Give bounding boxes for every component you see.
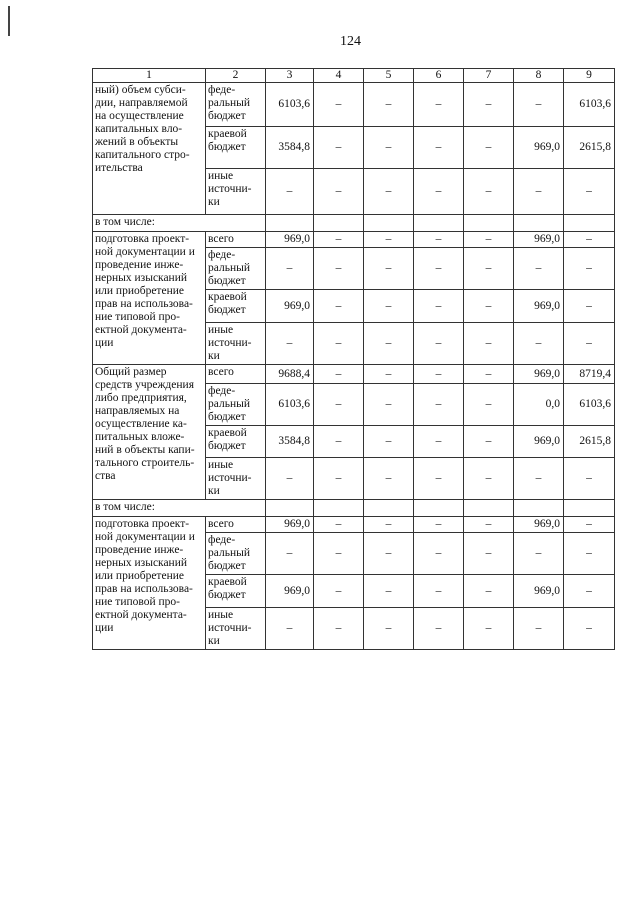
value-cell: – <box>414 365 464 384</box>
value-cell: 969,0 <box>514 127 564 169</box>
value-cell: – <box>464 458 514 500</box>
separator-label: в том числе: <box>93 500 266 517</box>
table-row <box>93 232 615 248</box>
value-cell: – <box>464 290 514 323</box>
value-cell: – <box>314 533 364 575</box>
value-cell: – <box>514 83 564 127</box>
funding-source: краевой бюджет <box>206 127 266 169</box>
value-cell: – <box>314 169 364 215</box>
value-cell: 969,0 <box>514 426 564 458</box>
value-cell: 0,0 <box>514 384 564 426</box>
table-row <box>93 365 615 384</box>
value-cell: – <box>464 127 514 169</box>
value-cell: – <box>564 458 615 500</box>
value-cell: – <box>364 575 414 608</box>
value-cell: – <box>414 169 464 215</box>
value-cell: 3584,8 <box>266 426 314 458</box>
value-cell: 2615,8 <box>564 127 615 169</box>
value-cell: – <box>464 384 514 426</box>
value-cell: 969,0 <box>266 575 314 608</box>
value-cell: – <box>414 232 464 248</box>
value-cell: – <box>364 384 414 426</box>
value-cell: – <box>414 517 464 533</box>
value-cell: – <box>414 575 464 608</box>
value-cell: 969,0 <box>514 575 564 608</box>
value-cell: – <box>364 323 414 365</box>
value-cell: 969,0 <box>266 517 314 533</box>
empty-cell <box>266 215 314 232</box>
value-cell: – <box>514 323 564 365</box>
value-cell: – <box>564 323 615 365</box>
value-cell: – <box>464 426 514 458</box>
separator-row <box>93 215 615 232</box>
value-cell: 2615,8 <box>564 426 615 458</box>
column-header: 8 <box>514 69 564 83</box>
value-cell: 969,0 <box>514 232 564 248</box>
funding-source: иные источни- ки <box>206 458 266 500</box>
empty-cell <box>464 215 514 232</box>
value-cell: – <box>464 248 514 290</box>
value-cell: – <box>266 608 314 650</box>
scan-edge-mark <box>8 6 10 36</box>
column-header: 9 <box>564 69 615 83</box>
value-cell: – <box>414 533 464 575</box>
value-cell: – <box>564 290 615 323</box>
column-header: 6 <box>414 69 464 83</box>
value-cell: – <box>364 426 414 458</box>
value-cell: – <box>564 608 615 650</box>
value-cell: – <box>364 169 414 215</box>
value-cell: – <box>266 169 314 215</box>
value-cell: – <box>364 608 414 650</box>
empty-cell <box>564 500 615 517</box>
value-cell: – <box>564 232 615 248</box>
value-cell: – <box>314 248 364 290</box>
value-cell: – <box>414 384 464 426</box>
value-cell: – <box>464 533 514 575</box>
column-header: 2 <box>206 69 266 83</box>
value-cell: – <box>266 248 314 290</box>
empty-cell <box>414 215 464 232</box>
funding-source: феде- ральный бюджет <box>206 384 266 426</box>
value-cell: – <box>364 290 414 323</box>
funding-source: всего <box>206 232 266 248</box>
table-row <box>93 517 615 533</box>
empty-cell <box>514 215 564 232</box>
table-row <box>93 83 615 127</box>
value-cell: 969,0 <box>514 290 564 323</box>
value-cell: – <box>414 83 464 127</box>
column-header: 1 <box>93 69 206 83</box>
column-header: 3 <box>266 69 314 83</box>
value-cell: – <box>314 127 364 169</box>
row-description: подготовка проект- ной документации и проведение инже- нерных изысканий или приобретение прав на использова- ние типовой про- ектной документа- ции <box>93 232 206 365</box>
empty-cell <box>314 500 364 517</box>
value-cell: 9688,4 <box>266 365 314 384</box>
value-cell: – <box>314 426 364 458</box>
empty-cell <box>364 215 414 232</box>
value-cell: – <box>464 365 514 384</box>
value-cell: 969,0 <box>514 365 564 384</box>
value-cell: – <box>414 248 464 290</box>
funding-source: иные источни- ки <box>206 608 266 650</box>
column-header: 5 <box>364 69 414 83</box>
value-cell: – <box>564 248 615 290</box>
funding-source: краевой бюджет <box>206 290 266 323</box>
funding-source: всего <box>206 365 266 384</box>
value-cell: – <box>514 169 564 215</box>
value-cell: – <box>364 232 414 248</box>
value-cell: 8719,4 <box>564 365 615 384</box>
row-description: ный) объем субси- дии, направляемой на осуществление капитальных вло- жений в объекты капитального стро- ительства <box>93 83 206 215</box>
value-cell: – <box>464 575 514 608</box>
value-cell: – <box>414 127 464 169</box>
value-cell: 969,0 <box>266 232 314 248</box>
value-cell: 3584,8 <box>266 127 314 169</box>
value-cell: – <box>514 248 564 290</box>
value-cell: – <box>364 127 414 169</box>
value-cell: – <box>514 608 564 650</box>
value-cell: – <box>364 365 414 384</box>
empty-cell <box>266 500 314 517</box>
separator-label: в том числе: <box>93 215 266 232</box>
funding-source: краевой бюджет <box>206 575 266 608</box>
value-cell: – <box>464 323 514 365</box>
funding-source: феде- ральный бюджет <box>206 83 266 127</box>
row-description: подготовка проект- ной документации и проведение инже- нерных изысканий или приобретение прав на использова- ние типовой про- ектной документа- ции <box>93 517 206 650</box>
row-description: Общий размер средств учреждения либо предприятия, направляемых на осуществление ка- питальных вложе- ний в объекты капи- тального строитель- ства <box>93 365 206 500</box>
value-cell: – <box>266 458 314 500</box>
empty-cell <box>364 500 414 517</box>
value-cell: – <box>564 169 615 215</box>
funding-source: иные источни- ки <box>206 169 266 215</box>
column-header: 4 <box>314 69 364 83</box>
value-cell: – <box>364 517 414 533</box>
value-cell: – <box>464 83 514 127</box>
funding-source: феде- ральный бюджет <box>206 248 266 290</box>
value-cell: – <box>414 458 464 500</box>
column-header: 7 <box>464 69 514 83</box>
funding-source: краевой бюджет <box>206 426 266 458</box>
value-cell: – <box>266 323 314 365</box>
value-cell: – <box>314 365 364 384</box>
value-cell: – <box>364 533 414 575</box>
empty-cell <box>414 500 464 517</box>
value-cell: – <box>364 458 414 500</box>
value-cell: 6103,6 <box>266 83 314 127</box>
value-cell: – <box>314 232 364 248</box>
value-cell: – <box>464 169 514 215</box>
value-cell: – <box>314 323 364 365</box>
value-cell: 969,0 <box>514 517 564 533</box>
funding-source: всего <box>206 517 266 533</box>
value-cell: – <box>564 533 615 575</box>
separator-row <box>93 500 615 517</box>
header-row <box>93 69 615 83</box>
empty-cell <box>514 500 564 517</box>
value-cell: – <box>364 83 414 127</box>
value-cell: – <box>266 533 314 575</box>
page-number: 124 <box>340 34 361 49</box>
value-cell: – <box>314 608 364 650</box>
value-cell: – <box>464 517 514 533</box>
empty-cell <box>464 500 514 517</box>
value-cell: 6103,6 <box>564 83 615 127</box>
funding-source: феде- ральный бюджет <box>206 533 266 575</box>
value-cell: – <box>314 517 364 533</box>
value-cell: – <box>414 323 464 365</box>
value-cell: 969,0 <box>266 290 314 323</box>
value-cell: – <box>414 608 464 650</box>
value-cell: – <box>564 575 615 608</box>
value-cell: – <box>314 575 364 608</box>
value-cell: – <box>464 232 514 248</box>
value-cell: 6103,6 <box>564 384 615 426</box>
value-cell: – <box>514 533 564 575</box>
value-cell: – <box>314 83 364 127</box>
value-cell: 6103,6 <box>266 384 314 426</box>
value-cell: – <box>314 290 364 323</box>
funding-source: иные источни- ки <box>206 323 266 365</box>
value-cell: – <box>414 426 464 458</box>
value-cell: – <box>314 458 364 500</box>
value-cell: – <box>314 384 364 426</box>
value-cell: – <box>514 458 564 500</box>
empty-cell <box>314 215 364 232</box>
value-cell: – <box>364 248 414 290</box>
value-cell: – <box>464 608 514 650</box>
budget-table <box>92 68 615 650</box>
value-cell: – <box>414 290 464 323</box>
value-cell: – <box>564 517 615 533</box>
empty-cell <box>564 215 615 232</box>
